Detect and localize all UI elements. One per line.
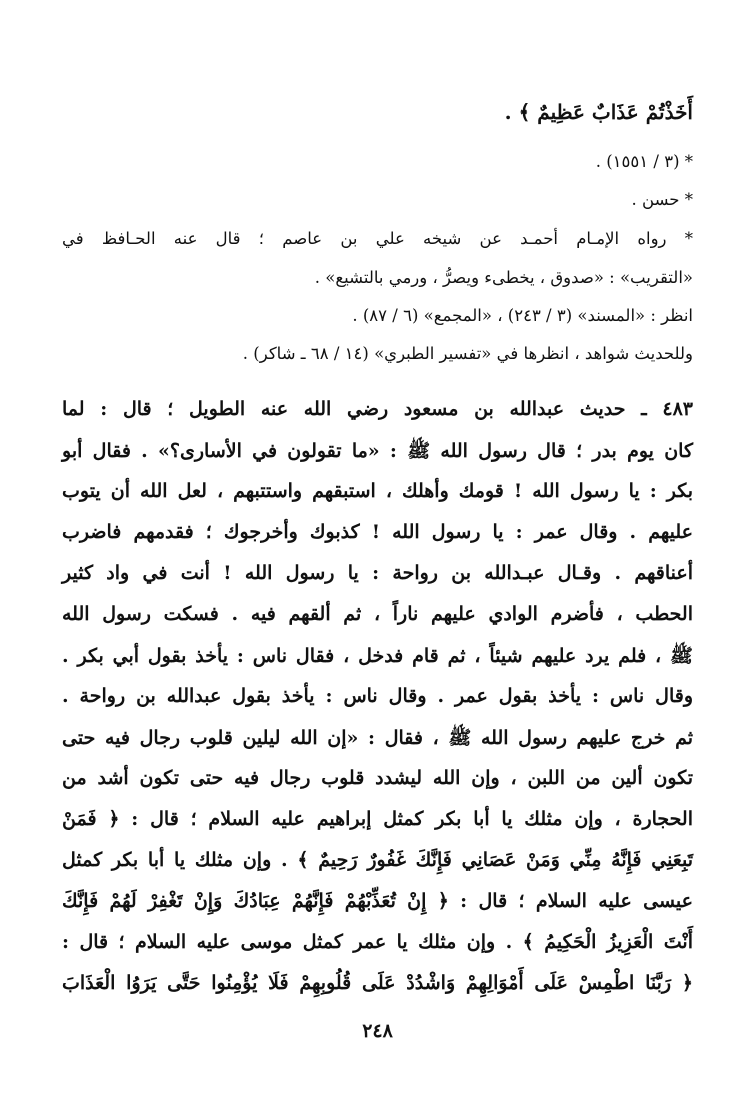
text-line: أَنْتَ الْعَزِيزُ الْحَكِيمُ ﴾ . وإن مثلك يا عمر كمثل موسى عليه السلام ؛ قال : [62, 931, 693, 953]
text-line: وقال ناس : يأخذ بقول عمر . وقال ناس : يأخذ بقول عبدالله بن رواحة . [62, 685, 693, 707]
note-line: انظر : «المسند» (٣ / ٢٤٣) ، «المجمع» (٦ / ٨٧) . [352, 306, 693, 325]
note-reference: * (٣ / ١٥٥١) . [595, 152, 693, 171]
text-line: ﴿ رَبَّنَا اطْمِسْ عَلَى أَمْوَالِهِمْ وَاشْدُدْ عَلَى قُلُوبِهِمْ فَلَا يُؤْمِنُوا حَتَّى يَرَوُا الْعَذَابَ [62, 972, 693, 994]
text-line: تَبِعَنِي فَإِنَّهُ مِنِّي وَمَنْ عَصَانِي فَإِنَّكَ غَفُورٌ رَحِيمٌ ﴾ . وإن مثلك يا أبا بكر كمثل [62, 849, 693, 871]
note-grade: * حسن . [631, 190, 693, 209]
text-line: عليهم . وقال عمر : يا رسول الله ! كذبوك وأخرجوك ؛ فقدمهم فاضرب [62, 521, 693, 543]
text-line: عيسى عليه السلام ؛ قال : ﴿ إِنْ تُعَذِّبْهُمْ فَإِنَّهُمْ عِبَادُكَ وَإِنْ تَغْفِرْ لَهُمْ فَإِنَّكَ [62, 890, 693, 912]
text-line: أعناقهم . وقـال عبـدالله بن رواحة : يا رسول الله ! أنت في واد كثير [62, 562, 693, 584]
text-line: تكون ألين من اللبن ، وإن الله ليشدد قلوب رجال فيه حتى تكون أشد من [62, 767, 693, 789]
verse-ending: أَخَذْتُمْ عَذَابٌ عَظِيمٌ ﴾ . [504, 100, 693, 124]
text-line: بكر : يا رسول الله ! قومك وأهلك ، استبقهم واستتبهم ، لعل الله أن يتوب [62, 480, 693, 502]
note-line: «التقريب» : «صدوق ، يخطىء ويصرُّ ، ورمي بالتشيع» . [314, 268, 693, 287]
text-line: كان يوم بدر ؛ قال رسول الله ﷺ : «ما تقولون في الأسارى؟» . فقال أبو [62, 440, 693, 462]
hadith-heading-line: ٤٨٣ ـ حديث عبدالله بن مسعود رضي الله عنه الطويل ؛ قال : لما [62, 398, 693, 420]
page-number: ٢٤٨ [362, 1020, 393, 1042]
text-line: الحطب ، فأضرم الوادي عليهم ناراً ، ثم ألقهم فيه . فسكت رسول الله [62, 603, 693, 625]
note-line: * رواه الإمـام أحمـد عن شيخه علي بن عاصم ؛ قال عنه الحـافظ في [62, 229, 693, 248]
note-line: وللحديث شواهد ، انظرها في «تفسير الطبري» (١٤ / ٦٨ ـ شاكر) . [242, 344, 693, 363]
text-line: ثم خرج عليهم رسول الله ﷺ ، فقال : «إن الله ليلين قلوب رجال فيه حتى [62, 727, 693, 749]
text-line: الحجارة ، وإن مثلك يا أبا بكر كمثل إبراهيم عليه السلام ؛ قال : ﴿ فَمَنْ [62, 808, 693, 830]
text-line: ﷺ ، فلم يرد عليهم شيئاً ، ثم قام فدخل ، فقال ناس : يأخذ بقول أبي بكر . [62, 645, 693, 667]
